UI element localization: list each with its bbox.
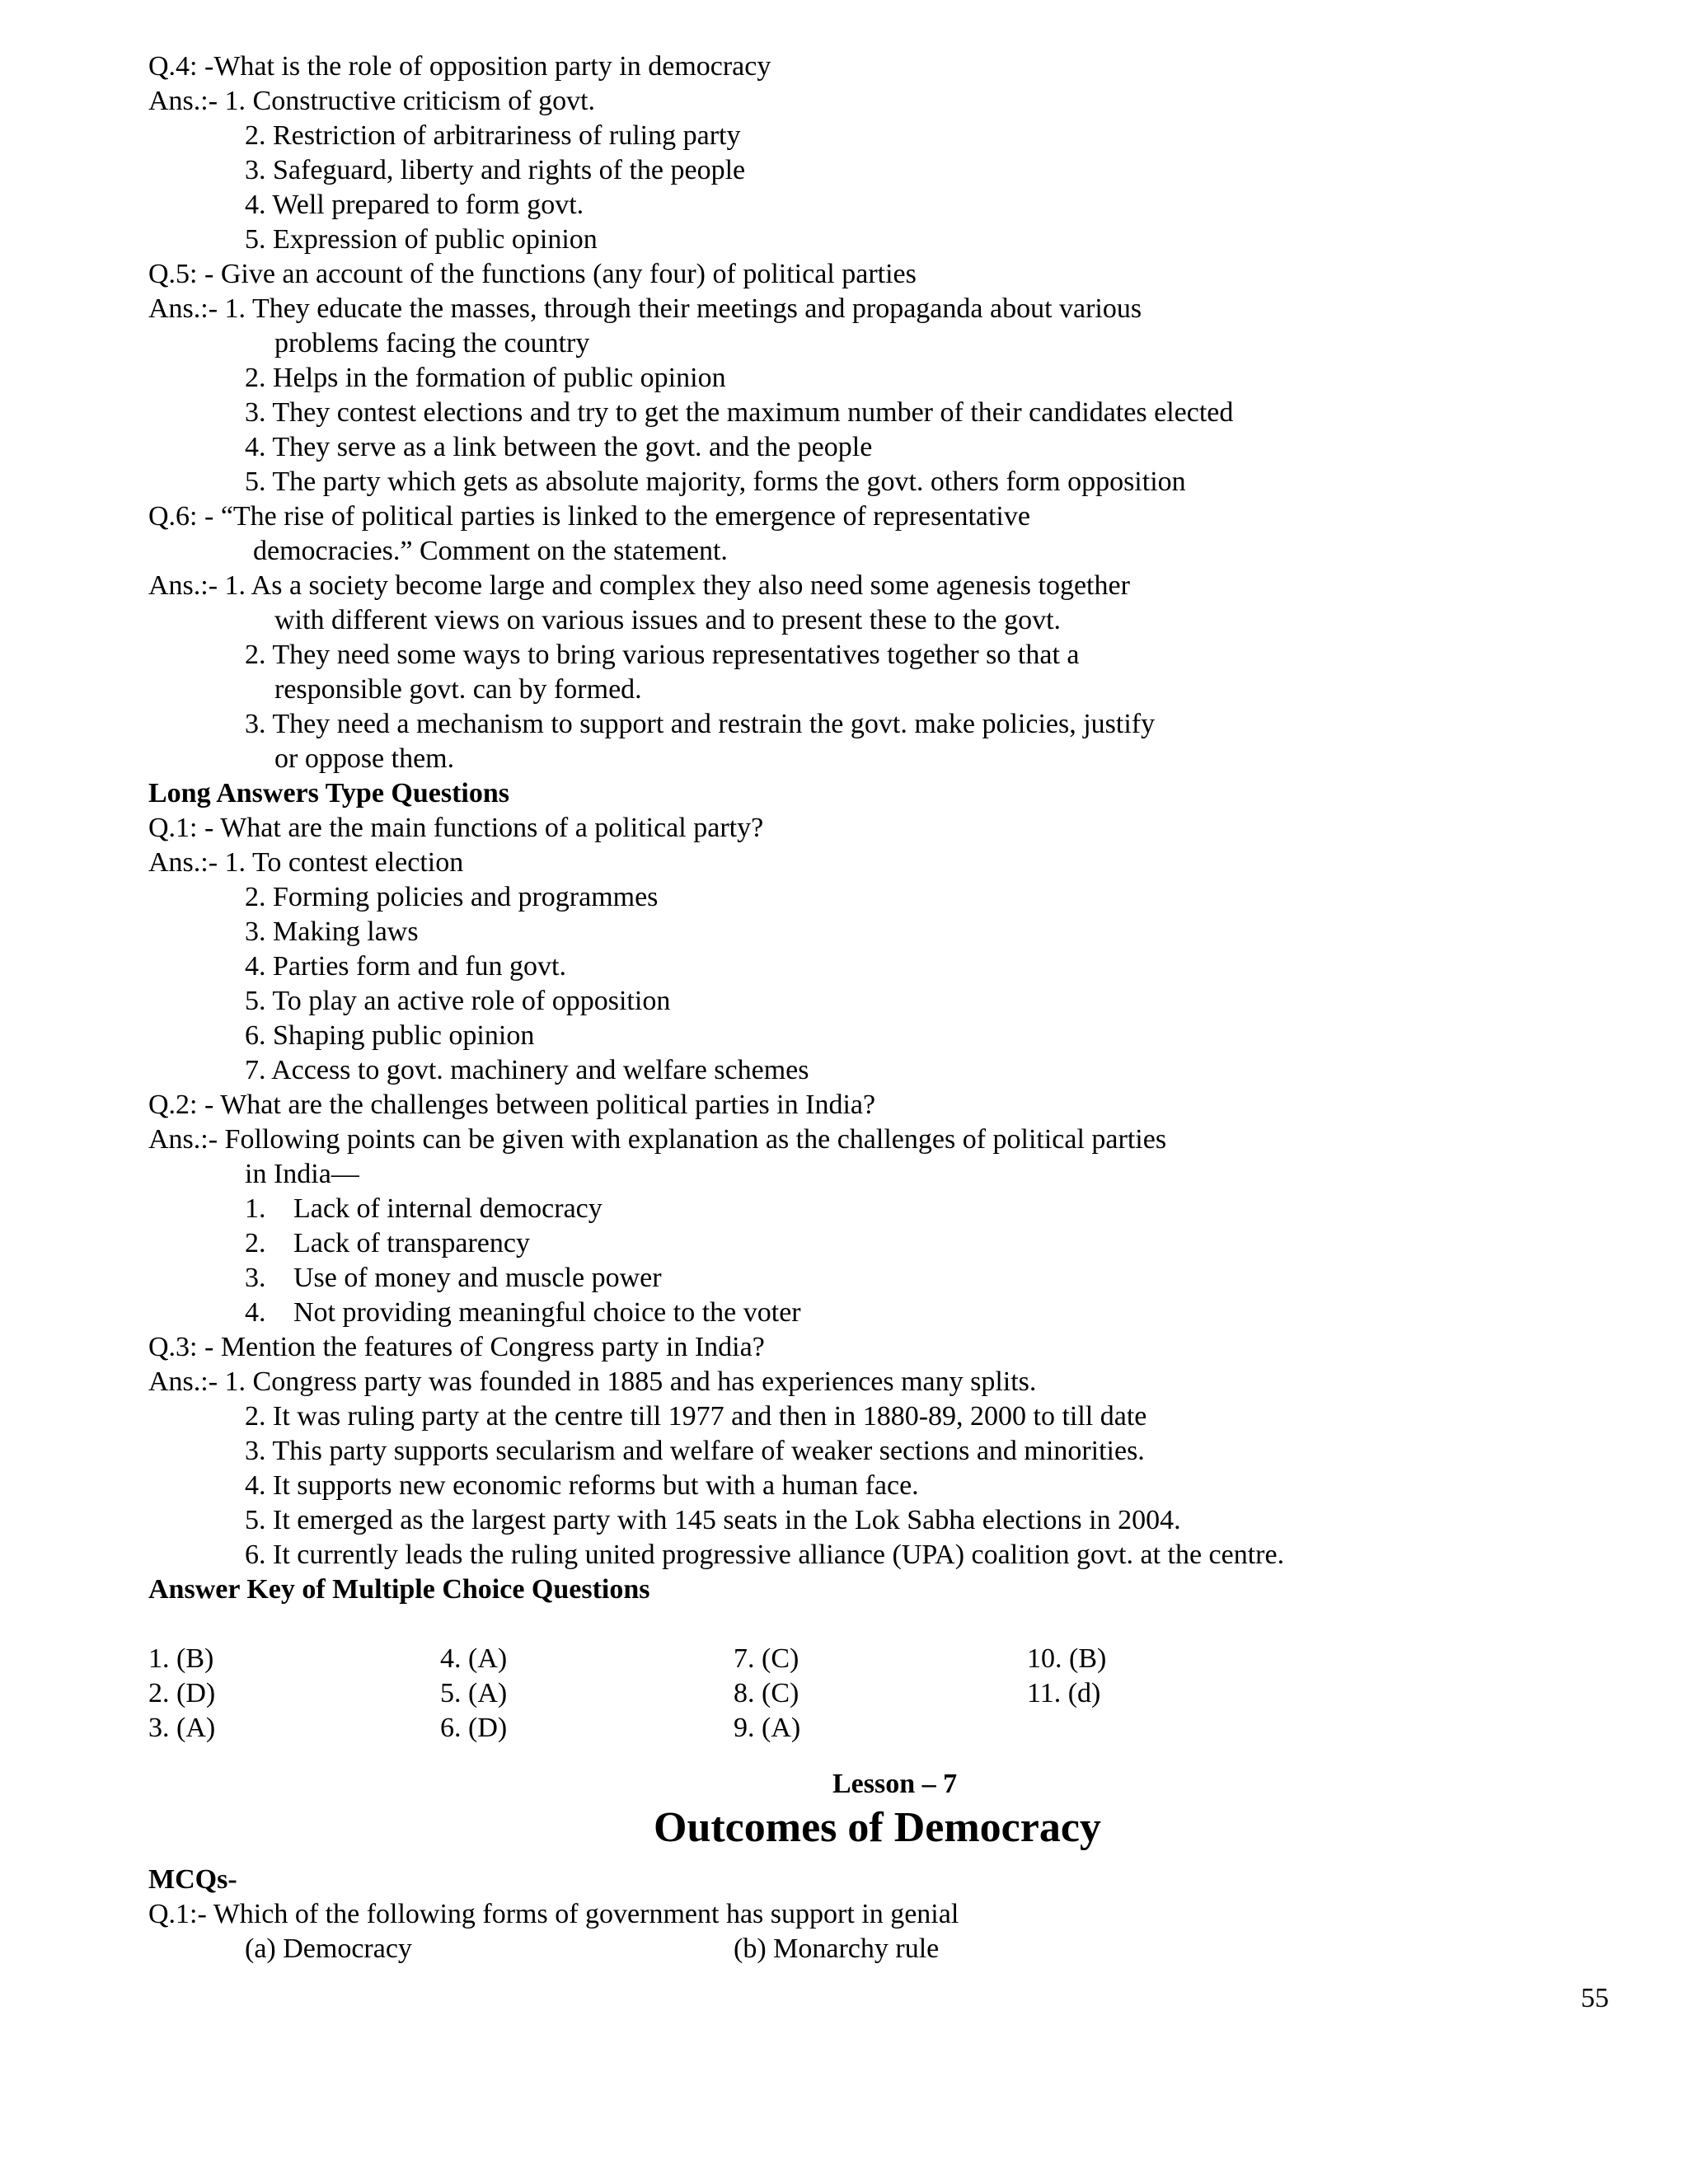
answer-line: 6. Shaping public opinion xyxy=(245,1020,535,1051)
answer-key-item: 8. (C) xyxy=(734,1678,799,1708)
mcq-question-1: Q.1:- Which of the following forms of government has support in genial xyxy=(148,1899,959,1929)
answer-key-item: 3. (A) xyxy=(148,1713,216,1743)
answer-line: 2. Restriction of arbitrariness of ruling party xyxy=(245,120,741,151)
answer-line: 2. Helps in the formation of public opinion xyxy=(245,363,726,393)
list-item: Not providing meaningful choice to the voter xyxy=(293,1297,801,1328)
answer-key-item: 10. (B) xyxy=(1027,1643,1107,1674)
answer-line: 5. To play an active role of opposition xyxy=(245,986,671,1016)
answer-line: 3. They contest elections and try to get the maximum number of their candidates elected xyxy=(245,397,1234,428)
answer-line: 6. It currently leads the ruling united progressive alliance (UPA) coalition govt. at the centre. xyxy=(245,1540,1285,1570)
long-answers-heading: Long Answers Type Questions xyxy=(148,778,509,808)
answer-key-item: 7. (C) xyxy=(734,1643,799,1674)
lesson-title: Outcomes of Democracy xyxy=(654,1804,1101,1851)
answer-line: 5. The party which gets as absolute majority, forms the govt. others form opposition xyxy=(245,466,1186,497)
answer-line: 2. Forming policies and programmes xyxy=(245,882,659,912)
answer-line: responsible govt. can by formed. xyxy=(274,674,642,705)
answer-line: Ans.:- 1. To contest election xyxy=(148,847,464,878)
answer-line: problems facing the country xyxy=(274,328,590,359)
answer-line: Ans.:- 1. Constructive criticism of govt. xyxy=(148,86,596,116)
answer-line: 4. Parties form and fun govt. xyxy=(245,951,566,982)
question-6: Q.6: - “The rise of political parties is linked to the emergence of representative xyxy=(148,501,1030,532)
long-question-2: Q.2: - What are the challenges between political parties in India? xyxy=(148,1090,876,1120)
question-5: Q.5: - Give an account of the functions (any four) of political parties xyxy=(148,259,917,289)
list-number: 3. xyxy=(245,1263,266,1293)
answer-key-item: 2. (D) xyxy=(148,1678,216,1708)
list-number: 2. xyxy=(245,1228,266,1258)
answer-key-heading: Answer Key of Multiple Choice Questions xyxy=(148,1574,650,1605)
answer-key-item: 5. (A) xyxy=(440,1678,508,1708)
answer-line: with different views on various issues and to present these to the govt. xyxy=(274,605,1062,635)
mcq-heading: MCQs- xyxy=(148,1864,237,1895)
answer-line: 4. They serve as a link between the govt. and the people xyxy=(245,432,873,462)
page-number: 55 xyxy=(1581,1983,1609,2013)
long-question-3: Q.3: - Mention the features of Congress party in India? xyxy=(148,1332,765,1362)
list-number: 1. xyxy=(245,1193,266,1224)
answer-line: 3. Safeguard, liberty and rights of the people xyxy=(245,155,746,185)
answer-line: Ans.:- Following points can be given with explanation as the challenges of political parties xyxy=(148,1124,1167,1155)
answer-line: 3. They need a mechanism to support and restrain the govt. make policies, justify xyxy=(245,709,1156,739)
answer-line: 4. Well prepared to form govt. xyxy=(245,190,584,220)
lesson-label: Lesson – 7 xyxy=(832,1769,958,1799)
answer-key-item: 4. (A) xyxy=(440,1643,508,1674)
answer-line: Ans.:- 1. They educate the masses, through their meetings and propaganda about various xyxy=(148,293,1142,324)
answer-line: Ans.:- 1. Congress party was founded in 1885 and has experiences many splits. xyxy=(148,1366,1037,1397)
answer-line: 7. Access to govt. machinery and welfare schemes xyxy=(245,1055,809,1085)
answer-line: 4. It supports new economic reforms but with a human face. xyxy=(245,1470,919,1501)
list-number: 4. xyxy=(245,1297,266,1328)
answer-line: 2. It was ruling party at the centre till 1977 and then in 1880-89, 2000 to till date xyxy=(245,1401,1147,1432)
answer-line: 5. Expression of public opinion xyxy=(245,224,598,255)
list-item: Use of money and muscle power xyxy=(293,1263,662,1293)
answer-line: 5. It emerged as the largest party with 145 seats in the Lok Sabha elections in 2004. xyxy=(245,1505,1181,1535)
list-item: Lack of internal democracy xyxy=(293,1193,603,1224)
mcq-option-b: (b) Monarchy rule xyxy=(734,1933,940,1964)
long-question-1: Q.1: - What are the main functions of a political party? xyxy=(148,813,764,843)
mcq-option-a: (a) Democracy xyxy=(245,1933,412,1964)
answer-line: or oppose them. xyxy=(274,743,455,774)
question-6-cont: democracies.” Comment on the statement. xyxy=(253,536,728,566)
list-item: Lack of transparency xyxy=(293,1228,530,1258)
answer-line: in India— xyxy=(245,1159,359,1189)
answer-key-item: 11. (d) xyxy=(1027,1678,1101,1708)
answer-line: 3. This party supports secularism and welfare of weaker sections and minorities. xyxy=(245,1436,1145,1466)
answer-line: 2. They need some ways to bring various representatives together so that a xyxy=(245,640,1080,670)
answer-line: 3. Making laws xyxy=(245,916,419,947)
question-4: Q.4: -What is the role of opposition party in democracy xyxy=(148,51,771,82)
answer-key-item: 9. (A) xyxy=(734,1713,801,1743)
answer-key-item: 1. (B) xyxy=(148,1643,214,1674)
answer-line: Ans.:- 1. As a society become large and complex they also need some agenesis together xyxy=(148,570,1130,601)
answer-key-item: 6. (D) xyxy=(440,1713,508,1743)
